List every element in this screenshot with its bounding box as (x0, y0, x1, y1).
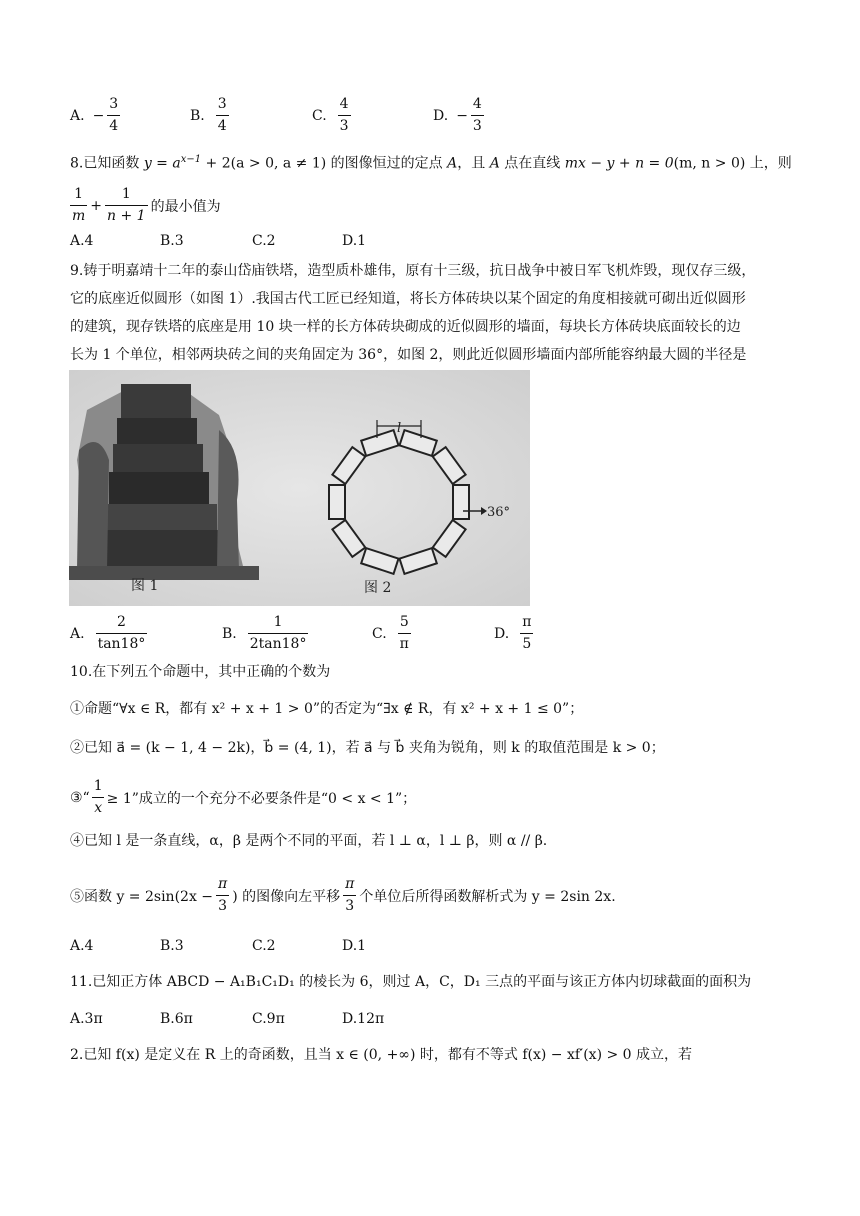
q11-option-b: B.6π (160, 1011, 193, 1027)
fraction: $\frac{3}{4}$ (217, 96, 227, 134)
angle-label: 36° (487, 505, 511, 520)
q7-option-c: C. $\frac{4}{3}$ (312, 96, 349, 134)
q11-option-a: A.3π (70, 1011, 103, 1027)
q9-option-a: A. $\frac{2}{\tan 18^\circ}$ (70, 614, 146, 652)
q9-stem-line4: 长为 1 个单位，相邻两块砖之间的夹角固定为 36°，如图 2，则此近似圆形墙面内部所能容纳最大圆的半径是 (70, 347, 747, 363)
q10-statement-3: ③“ $\frac{1}{x}$ ≥ 1”成立的一个充分不必要条件是“0 < x < 1”； (70, 778, 417, 816)
fig2-caption: 图 2 (364, 580, 392, 596)
q8-option-a: A.4 (70, 233, 94, 249)
q12-stem: 2.已知 f(x) 是定义在 R 上的奇函数，且当 x ∈ (0, +∞) 时，都有不等式 f(x) − xf′(x) > 0 成立，若 (70, 1047, 693, 1063)
q8-stem-line2: $\frac{1}{m}$ + $\frac{1}{n + 1}$ 的最小值为 (72, 186, 221, 224)
fraction: $\frac{3}{4}$ (109, 96, 119, 134)
q9-stem-line2: 它的底座近似圆形（如图 1）.我国古代工匠已经知道，将长方体砖块以某个固定的角度相接就可砌出近似圆形 (70, 291, 746, 307)
q9-option-c: C. $\frac{5}{\pi}$ (372, 614, 409, 652)
fraction: $\frac{\pi}{3}$ (218, 876, 228, 914)
q8-option-c: C.2 (252, 233, 276, 249)
q9-stem-line3: 的建筑，现存铁塔的底座是用 10 块一样的长方体砖块砌成的近似圆形的墙面，每块长方体砖块底面较长的边 (70, 319, 741, 335)
q10-statement-4: ④已知 l 是一条直线，α，β 是两个不同的平面，若 l ⊥ α，l ⊥ β，则 α // β. (70, 833, 548, 849)
fraction: $\frac{1}{m}$ (72, 186, 86, 224)
q9-stem-line1: 9.铸于明嘉靖十二年的泰山岱庙铁塔，造型质朴雄伟，原有十三级，抗日战争中被日军飞机炸毁，现仅存三级， (70, 263, 756, 279)
q9-option-b: B. $\frac{1}{2\tan 18^\circ}$ (222, 614, 307, 652)
tower-and-ring-figure (69, 370, 530, 606)
fraction: $\frac{1}{n + 1}$ (107, 186, 146, 224)
q8-option-b: B.3 (160, 233, 184, 249)
q10-option-a: A.4 (70, 938, 94, 954)
q10-statement-2: ②已知 a⃗ = (k − 1, 4 − 2k)，b⃗ = (4, 1)，若 a⃗ 与 b⃗ 夹角为锐角，则 k 的取值范围是 k > 0； (70, 740, 665, 756)
q7-option-b: B. $\frac{3}{4}$ (190, 96, 227, 134)
q10-option-b: B.3 (160, 938, 184, 954)
q10-statement-5: ⑤函数 y = 2sin(2x − $\frac{\pi}{3}$ ) 的图像向左平移 $\frac{\pi}{3}$ 个单位后所得函数解析式为 y = 2sin 2x. (70, 876, 616, 914)
fig1-caption: 图 1 (131, 578, 159, 594)
q11-option-d: D.12π (342, 1011, 385, 1027)
fraction: $\frac{4}{3}$ (339, 96, 349, 134)
brick (329, 485, 345, 519)
q7-option-d: D. − $\frac{4}{3}$ (433, 96, 482, 134)
q11-option-c: C.9π (252, 1011, 285, 1027)
q10-stem: 10.在下列五个命题中，其中正确的个数为 (70, 664, 331, 680)
side-length-label: l (397, 421, 402, 436)
q9-option-d: D. $\frac{\pi}{5}$ (494, 614, 532, 652)
q10-statement-1: ①命题“∀x ∈ R，都有 x² + x + 1 > 0”的否定为“∃x ∉ R，有 x² + x + 1 ≤ 0”； (70, 701, 584, 717)
fraction: $\frac{2}{\tan 18^\circ}$ (97, 614, 146, 652)
q9-figure (69, 370, 530, 606)
fraction: $\frac{1}{2\tan 18^\circ}$ (249, 614, 307, 652)
brick (453, 485, 469, 519)
fraction: $\frac{\pi}{5}$ (522, 614, 532, 652)
q10-option-d: D.1 (342, 938, 367, 954)
q8-stem-line1: 8.已知函数 $y = a^{x-1} + 2(a > 0$, a ≠ 1) 的图像恒过的定点 A，且 A 点在直线 mx − y + n = 0(m, n > 0) 上，则 (70, 154, 792, 172)
q8-option-d: D.1 (342, 233, 367, 249)
fraction: $\frac{1}{x}$ (93, 778, 103, 816)
fraction: $\frac{4}{3}$ (472, 96, 482, 134)
q7-option-a: A. − $\frac{3}{4}$ (70, 96, 119, 134)
q11-stem: 11.已知正方体 ABCD − A₁B₁C₁D₁ 的棱长为 6，则过 A，C，D₁ 三点的平面与该正方体内切球截面的面积为 (70, 974, 752, 990)
fraction: $\frac{5}{\pi}$ (399, 614, 409, 652)
q10-option-c: C.2 (252, 938, 276, 954)
fraction: $\frac{\pi}{3}$ (345, 876, 355, 914)
